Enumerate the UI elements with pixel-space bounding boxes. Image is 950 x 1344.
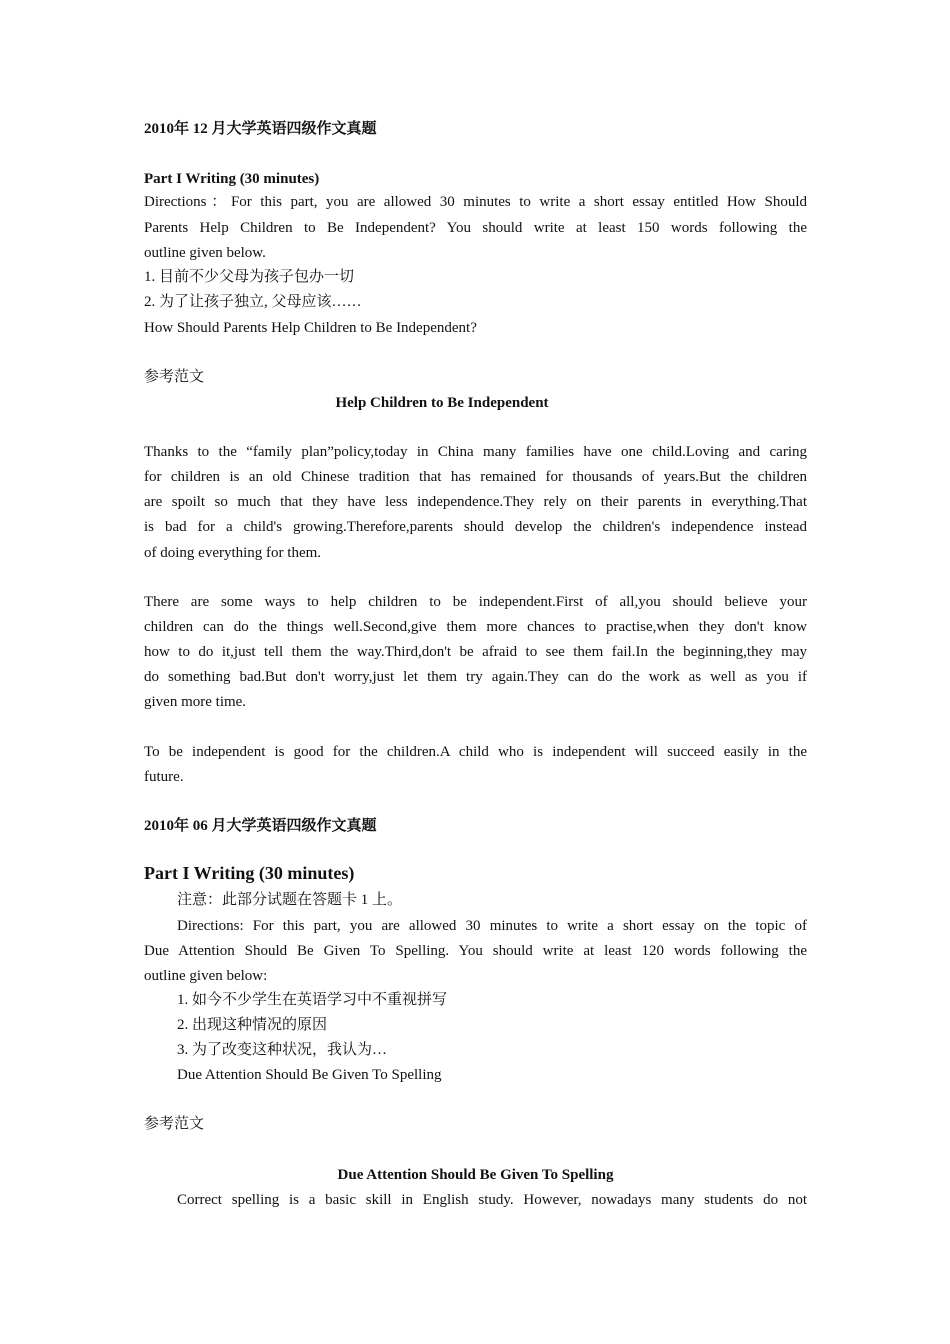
essay-line: There are some ways to help children to be independent.First of all,you should believe your <box>144 594 807 610</box>
essay-line: To be independent is good for the children.A child who is independent will succeed easily in the <box>144 744 807 760</box>
outline-item: 2. 出现这种情况的原因 <box>177 1017 328 1033</box>
directions-line: outline given below. <box>144 245 266 261</box>
essay-line: is bad for a child's growing.Therefore,parents should develop the children's independence instead <box>144 519 807 535</box>
essay-line: given more time. <box>144 694 247 710</box>
prompt-title: How Should Parents Help Children to Be Independent? <box>144 320 477 336</box>
part-title: Part I Writing (30 minutes) <box>144 171 320 187</box>
section-heading: 2010年 12 月大学英语四级作文真题 <box>144 121 377 137</box>
essay-line: future. <box>144 769 184 785</box>
outline-item: 1. 如今不少学生在英语学习中不重视拼写 <box>177 992 448 1008</box>
directions-line: Due Attention Should Be Given To Spelling. You should write at least 120 words following the <box>144 943 807 959</box>
outline-item: 3. 为了改变这种状况，我认为… <box>177 1042 388 1058</box>
directions-line: Parents Help Children to Be Independent? You should write at least 150 words following the <box>144 220 807 236</box>
essay-line: for children is an old Chinese tradition that has remained for thousands of years.But the children <box>144 469 807 485</box>
essay-line: Correct spelling is a basic skill in English study. However, nowadays many students do not <box>177 1192 807 1208</box>
essay-title: Help Children to Be Independent <box>335 395 549 411</box>
essay-line: children can do the things well.Second,give them more chances to practise,when they don't know <box>144 619 807 635</box>
essay-line: do something bad.But don't worry,just let them try again.They can do the work as well as you if <box>144 669 807 685</box>
part-title: Part I Writing (30 minutes) <box>144 863 355 883</box>
directions-line: Directions：For this part, you are allowed 30 minutes to write a short essay entitled How Should <box>144 194 807 210</box>
directions-line: Directions: For this part, you are allowed 30 minutes to write a short essay on the topic of <box>177 918 807 934</box>
reference-label: 参考范文 <box>144 369 205 385</box>
directions-line: outline given below: <box>144 968 268 984</box>
outline-item: 1. 目前不少父母为孩子包办一切 <box>144 269 355 285</box>
essay-line: how to do it,just tell them the way.Third,don't be afraid to see them fail.In the beginning,they may <box>144 644 807 660</box>
reference-label: 参考范文 <box>144 1116 205 1132</box>
essay-line: Thanks to the “family plan”policy,today in China many families have one child.Loving and caring <box>144 444 807 460</box>
section-heading: 2010年 06 月大学英语四级作文真题 <box>144 818 377 834</box>
prompt-title: Due Attention Should Be Given To Spelling <box>177 1067 442 1083</box>
essay-line: of doing everything for them. <box>144 545 322 561</box>
outline-item: 2. 为了让孩子独立, 父母应该…… <box>144 294 362 310</box>
essay-title: Due Attention Should Be Given To Spelling <box>337 1167 614 1183</box>
note-line: 注意：此部分试题在答题卡 1 上。 <box>177 892 403 908</box>
essay-line: are spoilt so much that they have less independence.They rely on their parents in everything.That <box>144 494 807 510</box>
